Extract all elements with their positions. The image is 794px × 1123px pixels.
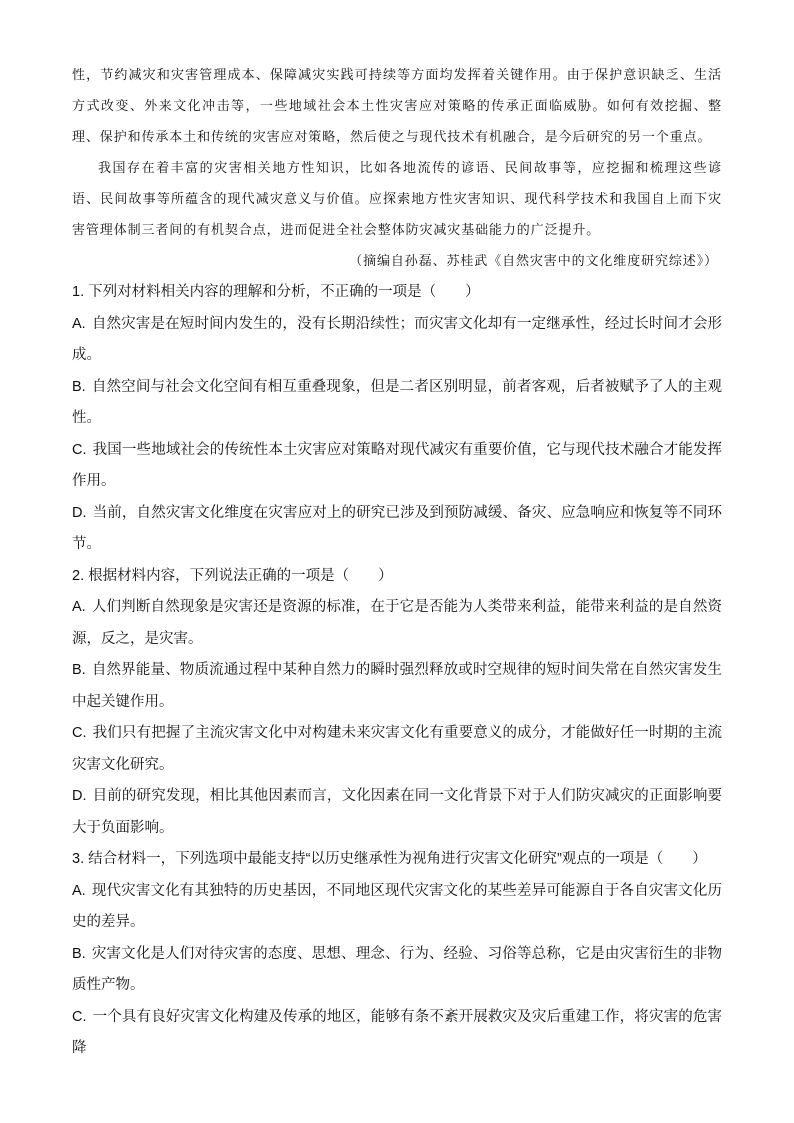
option-label: D. xyxy=(72,504,87,521)
question-list xyxy=(72,277,722,1065)
question-stem: 3. 结合材料一，下列选项中最能支持“以历史继承性为视角进行灾害文化研究”观点的一项是（ ） xyxy=(72,851,707,867)
option-d[interactable] xyxy=(72,781,722,844)
option-a[interactable] xyxy=(72,592,722,655)
option-label: B. xyxy=(72,378,86,395)
option-label: C. xyxy=(72,1008,87,1025)
option-text: 我们只有把握了主流灾害文化中对构建未来灾害文化有重要意义的成分，才能做好任一时期的主流灾害文化研究。 xyxy=(72,725,722,773)
option-c[interactable] xyxy=(72,1002,722,1065)
reading-passage xyxy=(72,60,722,277)
option-a[interactable] xyxy=(72,309,722,372)
option-b[interactable] xyxy=(72,655,722,718)
option-label: C. xyxy=(72,725,87,741)
passage-paragraph-2: 我国存在着丰富的灾害相关地方性知识，比如各地流传的谚语、民间故事等，应挖掘和梳理这些谚语、民间故事等所蕴含的现代减灾意义与价值。应探索地方性灾害知识、现代科学技术和我国自上而下灾害管理体制三者间的有机契合点，进而促进全社会整体防灾减灾基础能力的广泛提升。 xyxy=(72,161,722,238)
option-text: 自然界能量、物质流通过程中某种自然力的瞬时强烈释放或时空规律的短时间失常在自然灾害发生中起关键作用。 xyxy=(72,662,722,710)
option-text: 当前，自然灾害文化维度在灾害应对上的研究已涉及到预防减缓、备灾、应急响应和恢复等不同环节。 xyxy=(72,504,722,552)
option-label: A. xyxy=(72,882,86,899)
option-a[interactable] xyxy=(72,876,722,939)
option-text: 灾害文化是人们对待灾害的态度、思想、理念、行为、经验、习俗等总称，它是由灾害衍生的非物质性产物。 xyxy=(72,945,722,993)
option-text: 一个具有良好灾害文化构建及传承的地区，能够有条不紊开展救灾及灾后重建工作，将灾害的危害降 xyxy=(72,1008,722,1056)
passage-paragraph-1: 性，节约减灾和灾害管理成本、保障减灾实践可持续等方面均发挥着关键作用。由于保护意识缺乏、生活方式改变、外来文化冲击等，一些地域社会本土性灾害应对策略的传承正面临威胁。如何有效挖掘、整理、保护和传承本土和传统的灾害应对策略，然后使之与现代技术有机融合，是今后研究的另一个重点。 xyxy=(72,68,722,145)
option-text: 目前的研究发现，相比其他因素而言，文化因素在同一文化背景下对于人们防灾减灾的正面影响要大于负面影响。 xyxy=(72,788,722,836)
option-label: A. xyxy=(72,599,86,615)
question-2 xyxy=(72,561,722,845)
option-label: C. xyxy=(72,441,87,458)
option-b[interactable] xyxy=(72,372,722,435)
question-1 xyxy=(72,277,722,561)
document-page xyxy=(72,60,722,1065)
option-b[interactable] xyxy=(72,939,722,1002)
option-c[interactable] xyxy=(72,435,722,498)
option-text: 我国一些地域社会的传统性本土灾害应对策略对现代减灾有重要价值，它与现代技术融合才能发挥作用。 xyxy=(72,441,722,489)
option-text: 人们判断自然现象是灾害还是资源的标准，在于它是否能为人类带来利益，能带来利益的是自然资源，反之，是灾害。 xyxy=(72,599,722,647)
option-d[interactable] xyxy=(72,498,722,561)
question-stem: 2. 根据材料内容，下列说法正确的一项是（ ） xyxy=(72,567,393,584)
option-label: B. xyxy=(72,945,86,962)
option-label: D. xyxy=(72,788,87,804)
question-stem: 1. 下列对材料相关内容的理解和分析，不正确的一项是（ ） xyxy=(72,284,480,300)
question-3 xyxy=(72,844,722,1065)
option-label: B. xyxy=(72,662,86,678)
option-label: A. xyxy=(72,315,86,332)
option-text: 自然空间与社会文化空间有相互重叠现象，但是二者区别明显，前者客观，后者被赋予了人的主观性。 xyxy=(72,378,722,426)
option-c[interactable] xyxy=(72,718,722,781)
option-text: 现代灾害文化有其独特的历史基因，不同地区现代灾害文化的某些差异可能源自于各自灾害文化历史的差异。 xyxy=(72,882,722,930)
passage-source: （摘编自孙磊、苏桂武《自然灾害中的文化维度研究综述》） xyxy=(349,254,718,269)
option-text: 自然灾害是在短时间内发生的，没有长期沿续性；而灾害文化却有一定继承性，经过长时间才会形成。 xyxy=(72,315,722,363)
